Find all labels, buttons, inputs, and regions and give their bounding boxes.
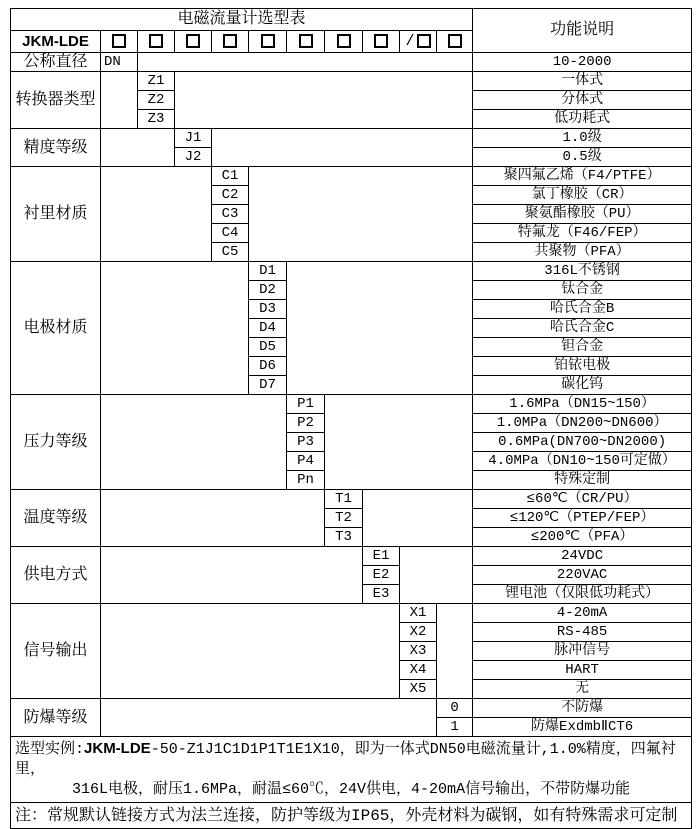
checkbox-icon — [299, 34, 313, 48]
option-code: D2 — [249, 281, 287, 300]
model-checkbox-cell — [437, 31, 473, 53]
option-code: P2 — [287, 414, 325, 433]
option-row — [11, 490, 692, 509]
option-description: 分体式 — [473, 91, 692, 110]
section-label: 供电方式 — [11, 547, 101, 604]
empty-cell — [400, 547, 473, 604]
note-row — [11, 803, 692, 829]
model-checkbox-cell — [249, 31, 287, 53]
option-row — [11, 53, 692, 72]
example-line-2: 316L电极，耐压1.6MPa，耐温≤60℃，24V供电，4-20mA信号输出，不带防爆功能 — [72, 781, 631, 799]
option-code: J1 — [175, 129, 212, 148]
option-code: E2 — [363, 566, 400, 585]
option-code: D6 — [249, 357, 287, 376]
option-description: 钽合金 — [473, 338, 692, 357]
checkbox-icon — [337, 34, 351, 48]
option-description: 低功耗式 — [473, 110, 692, 129]
model-label: JKM-LDE — [11, 31, 101, 53]
option-description: 0.6MPa(DN700~DN2000) — [473, 433, 692, 452]
option-code: E3 — [363, 585, 400, 604]
empty-cell — [101, 604, 400, 699]
option-code: T2 — [325, 509, 363, 528]
empty-cell — [325, 395, 473, 490]
model-checkbox-cell — [325, 31, 363, 53]
example-model: JKM-LDE — [84, 740, 151, 758]
option-description: 锂电池（仅限低功耗式） — [473, 585, 692, 604]
option-code: P4 — [287, 452, 325, 471]
option-code: C4 — [212, 224, 249, 243]
model-checkbox-cell — [287, 31, 325, 53]
option-description: 哈氏合金C — [473, 319, 692, 338]
section-label: 电极材质 — [11, 262, 101, 395]
option-code: Z2 — [138, 91, 175, 110]
option-row — [11, 699, 692, 718]
section-label: 温度等级 — [11, 490, 101, 547]
option-description: 24VDC — [473, 547, 692, 566]
option-description: 特氟龙（F46/FEP） — [473, 224, 692, 243]
option-code: T1 — [325, 490, 363, 509]
option-description: ≤200℃（PFA） — [473, 528, 692, 547]
section-label: 信号输出 — [11, 604, 101, 699]
option-code: X2 — [400, 623, 437, 642]
checkbox-icon — [261, 34, 275, 48]
example-prefix: 选型实例: — [15, 741, 85, 759]
option-description: HART — [473, 661, 692, 680]
option-code: D3 — [249, 300, 287, 319]
option-row — [11, 547, 692, 566]
example-rest: -50-Z1J1C1D1P1T1E1X10，即为一体式DN50电磁流量计,1.0%精度，四氟衬里， — [15, 741, 676, 779]
option-code: X3 — [400, 642, 437, 661]
option-description: 氯丁橡胶（CR） — [473, 186, 692, 205]
option-description: ≤120℃（PTEP/FEP） — [473, 509, 692, 528]
empty-cell — [249, 167, 473, 262]
option-code: Z1 — [138, 72, 175, 91]
option-code: Z3 — [138, 110, 175, 129]
empty-cell — [101, 395, 287, 490]
checkbox-icon — [186, 34, 200, 48]
option-description: 316L不锈钢 — [473, 262, 692, 281]
empty-cell — [101, 129, 175, 167]
option-description: 4-20mA — [473, 604, 692, 623]
option-code: C2 — [212, 186, 249, 205]
option-code: T3 — [325, 528, 363, 547]
model-checkbox-cell — [363, 31, 400, 53]
model-checkbox-cell — [175, 31, 212, 53]
example-row — [11, 737, 692, 803]
option-description: 聚四氟乙烯（F4/PTFE） — [473, 167, 692, 186]
option-code: DN — [101, 53, 138, 72]
checkbox-icon — [149, 34, 163, 48]
checkbox-icon — [417, 34, 431, 48]
empty-cell — [175, 72, 473, 129]
option-description: 哈氏合金B — [473, 300, 692, 319]
option-description: 铂铱电极 — [473, 357, 692, 376]
option-code: D7 — [249, 376, 287, 395]
section-label: 精度等级 — [11, 129, 101, 167]
option-row — [11, 72, 692, 91]
empty-cell — [287, 262, 473, 395]
selection-table-body — [11, 9, 692, 829]
section-label: 防爆等级 — [11, 699, 101, 737]
section-label: 转换器类型 — [11, 72, 101, 129]
checkbox-icon — [448, 34, 462, 48]
empty-cell — [101, 262, 249, 395]
option-code: D1 — [249, 262, 287, 281]
example-cell — [11, 737, 692, 803]
option-row — [11, 129, 692, 148]
option-description: 不防爆 — [473, 699, 692, 718]
model-checkbox-cell — [400, 31, 437, 53]
option-description: 1.0级 — [473, 129, 692, 148]
model-checkbox-cell — [101, 31, 138, 53]
option-code: P1 — [287, 395, 325, 414]
option-code: E1 — [363, 547, 400, 566]
section-label: 公称直径 — [11, 53, 101, 72]
option-code: Pn — [287, 471, 325, 490]
option-code: D4 — [249, 319, 287, 338]
option-description: 1.6MPa（DN15~150） — [473, 395, 692, 414]
option-description: RS-485 — [473, 623, 692, 642]
option-description: 无 — [473, 680, 692, 699]
option-description: 1.0MPa（DN200~DN600） — [473, 414, 692, 433]
option-description: ≤60℃（CR/PU） — [473, 490, 692, 509]
option-code: C5 — [212, 243, 249, 262]
empty-cell — [101, 167, 212, 262]
option-code: C1 — [212, 167, 249, 186]
option-description: 脉冲信号 — [473, 642, 692, 661]
option-description: 4.0MPa（DN10~150可定做） — [473, 452, 692, 471]
model-checkbox-cell — [138, 31, 175, 53]
slash-separator: / — [405, 32, 415, 50]
table-title: 电磁流量计选型表 — [11, 9, 473, 31]
option-code: J2 — [175, 148, 212, 167]
option-description: 10-2000 — [473, 53, 692, 72]
option-code: X5 — [400, 680, 437, 699]
option-code: 0 — [437, 699, 473, 718]
selection-table — [10, 8, 692, 829]
empty-cell — [101, 72, 138, 129]
option-code: X1 — [400, 604, 437, 623]
option-code: X4 — [400, 661, 437, 680]
option-description: 防爆ExdmbⅡCT6 — [473, 718, 692, 737]
option-description: 共聚物（PFA） — [473, 243, 692, 262]
empty-cell — [101, 699, 437, 737]
checkbox-icon — [374, 34, 388, 48]
model-checkbox-cell — [212, 31, 249, 53]
empty-cell — [363, 490, 473, 547]
empty-cell — [138, 53, 473, 72]
option-code: P3 — [287, 433, 325, 452]
option-row — [11, 262, 692, 281]
empty-cell — [101, 490, 325, 547]
option-code: C3 — [212, 205, 249, 224]
option-code: 1 — [437, 718, 473, 737]
option-row — [11, 604, 692, 623]
empty-cell — [212, 129, 473, 167]
example-line-1 — [15, 739, 687, 780]
note-cell: 注：常规默认链接方式为法兰连接，防护等级为IP65，外壳材料为碳钢，如有特殊需求可定制 — [11, 803, 692, 829]
checkbox-icon — [112, 34, 126, 48]
empty-cell — [437, 604, 473, 699]
option-description: 聚氨酯橡胶（PU） — [473, 205, 692, 224]
empty-cell — [101, 547, 363, 604]
option-row — [11, 395, 692, 414]
section-label: 压力等级 — [11, 395, 101, 490]
title-row — [11, 9, 692, 31]
checkbox-icon — [223, 34, 237, 48]
option-description: 特殊定制 — [473, 471, 692, 490]
section-label: 衬里材质 — [11, 167, 101, 262]
option-description: 钛合金 — [473, 281, 692, 300]
function-header: 功能说明 — [473, 9, 692, 53]
option-code: D5 — [249, 338, 287, 357]
option-description: 碳化钨 — [473, 376, 692, 395]
option-description: 220VAC — [473, 566, 692, 585]
option-row — [11, 167, 692, 186]
option-description: 一体式 — [473, 72, 692, 91]
option-description: 0.5级 — [473, 148, 692, 167]
